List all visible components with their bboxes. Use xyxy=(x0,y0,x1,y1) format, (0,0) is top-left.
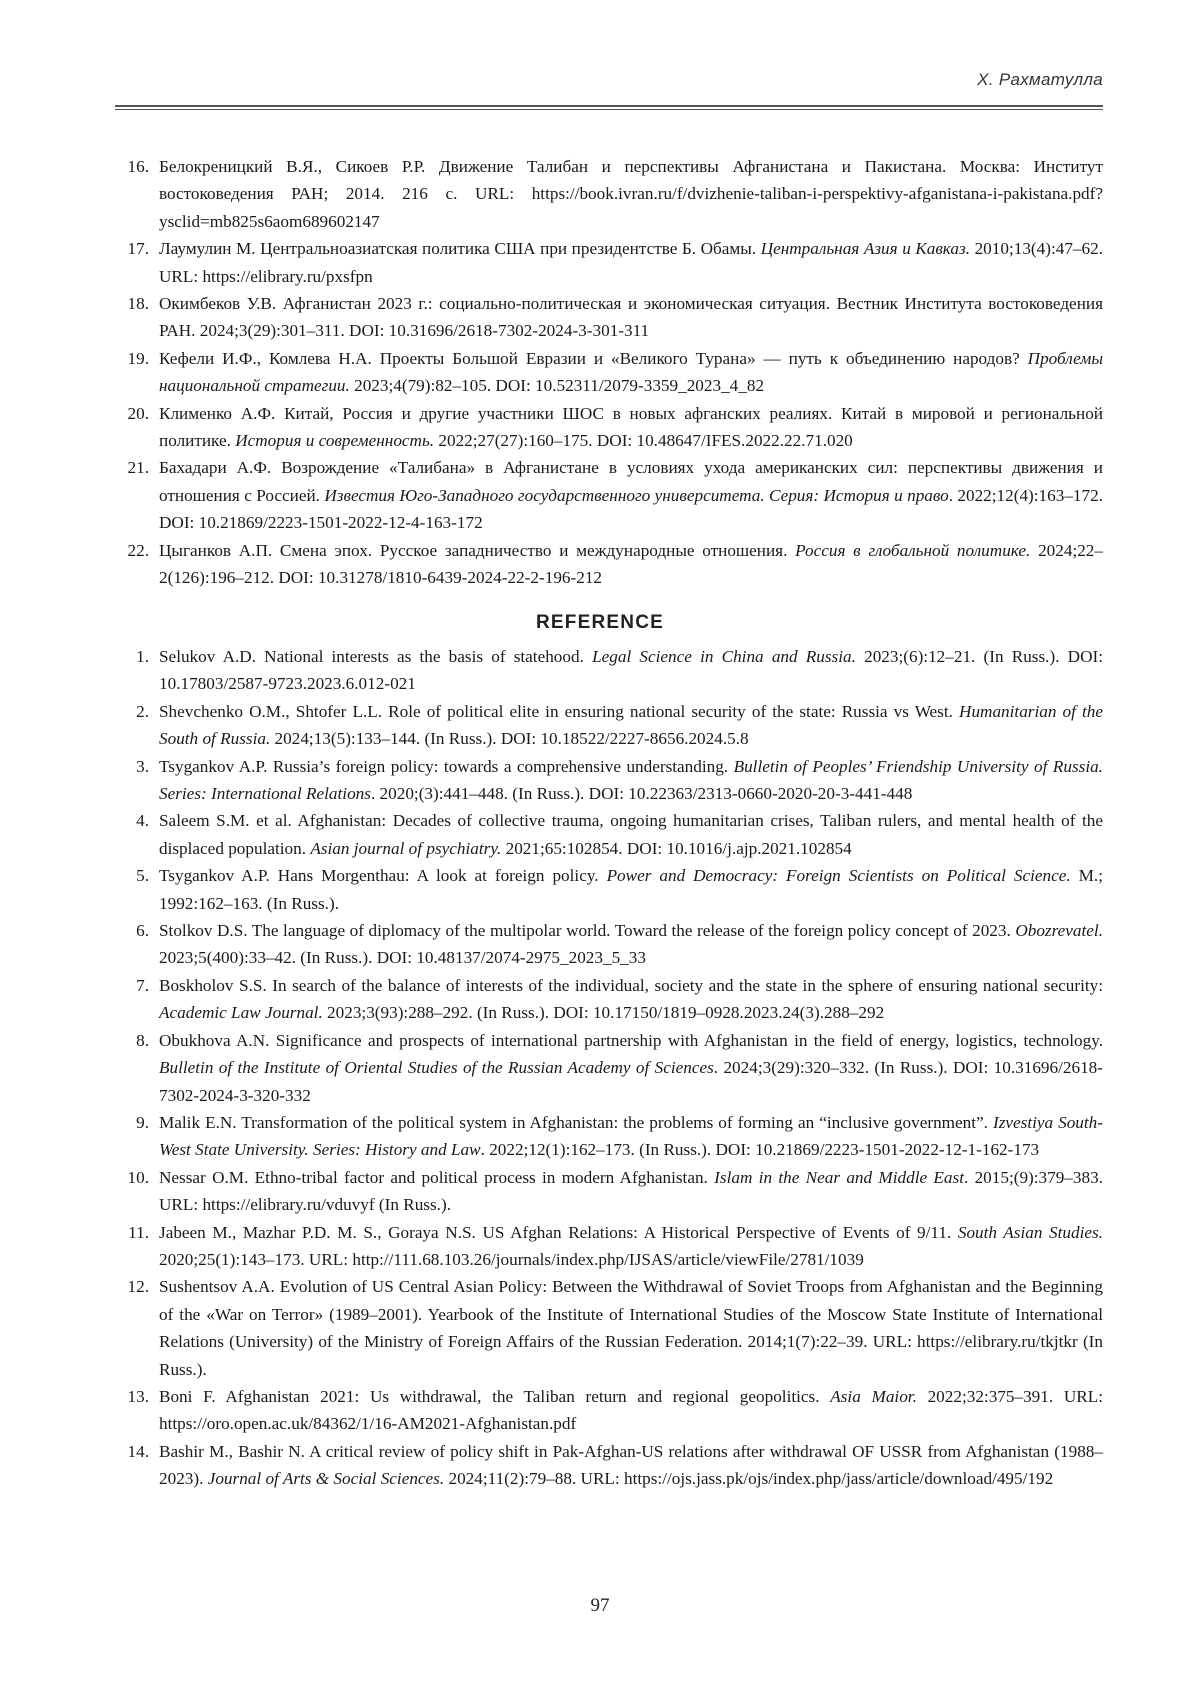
russian-reference-list xyxy=(115,153,1103,592)
ref-number: 20. xyxy=(115,400,149,427)
english-reference-list xyxy=(115,643,1103,1493)
ref-journal: Power and Democracy: Foreign Scientists on Political Science. xyxy=(607,866,1071,885)
ref-number: 22. xyxy=(115,537,149,564)
ref-text: Цыганков А.П. Смена эпох. Русское западничество и международные отношения. xyxy=(159,541,795,560)
ref-journal: Центральная Азия и Кавказ. xyxy=(761,239,970,258)
section-title-reference: REFERENCE xyxy=(0,612,1200,634)
ref-text: Saleem S.M. et al. Afghanistan: Decades of collective trauma, ongoing humanitarian crises, Taliban rulers, and mental health of the displaced population. xyxy=(159,811,1103,857)
ref-number: 21. xyxy=(115,454,149,481)
ref-number: 19. xyxy=(115,345,149,372)
ref-details: 2023;3(93):288–292. (In Russ.). DOI: 10.17150/1819–0928.2023.24(3).288–292 xyxy=(323,1003,884,1022)
ref-text: Boskholov S.S. In search of the balance of interests of the individual, society and the state in the sphere of ensuring national security: xyxy=(159,976,1103,995)
ref-details: 2023;(6):12–21. (In Russ.). DOI: 10.17803/2587-9723.2023.6.012-021 xyxy=(159,647,1103,693)
ref-details: . 2022;12(4):163–172. DOI: 10.21869/2223-1501-2022-12-4-163-172 xyxy=(159,486,1103,532)
list-item xyxy=(115,235,1103,290)
list-item xyxy=(115,1164,1103,1219)
list-item xyxy=(115,862,1103,917)
list-item xyxy=(115,698,1103,753)
ref-details: . 2024;3(29):320–332. (In Russ.). DOI: 10.31696/2618-7302-2024-3-320-332 xyxy=(159,1058,1103,1104)
header-rule-thin xyxy=(115,109,1103,110)
list-item xyxy=(115,972,1103,1027)
ref-details: 2024;11(2):79–88. URL: https://ojs.jass.pk/ojs/index.php/jass/article/download/495/192 xyxy=(444,1469,1053,1488)
ref-journal: Россия в глобальной политике. xyxy=(795,541,1030,560)
ref-text: Tsygankov A.P. Hans Morgenthau: A look at foreign policy. xyxy=(159,866,607,885)
ref-details: 2024;13(5):133–144. (In Russ.). DOI: 10.18522/2227-8656.2024.5.8 xyxy=(270,729,748,748)
page-number: 97 xyxy=(0,1595,1200,1617)
ref-journal: Journal of Arts & Social Sciences. xyxy=(208,1469,444,1488)
ref-details: 2023;5(400):33–42. (In Russ.). DOI: 10.48137/2074-2975_2023_5_33 xyxy=(159,948,646,967)
ref-number: 3. xyxy=(115,753,149,780)
ref-journal: Bulletin of Peoples’ Friendship University of Russia. Series: International Relations xyxy=(159,757,1103,803)
ref-text: Malik E.N. Transformation of the political system in Afghanistan: the problems of forming an “inclusive government”. xyxy=(159,1113,993,1132)
ref-number: 17. xyxy=(115,235,149,262)
ref-text: Shevchenko O.M., Shtofer L.L. Role of political elite in ensuring national security of the state: Russia vs West. xyxy=(159,702,959,721)
ref-details: 2023;4(79):82–105. DOI: 10.52311/2079-3359_2023_4_82 xyxy=(350,376,764,395)
ref-number: 13. xyxy=(115,1383,149,1410)
list-item xyxy=(115,807,1103,862)
ref-text: Кефели И.Ф., Комлева Н.А. Проекты Большой Евразии и «Великого Турана» — путь к объединению народов? xyxy=(159,349,1028,368)
ref-text: Nessar O.M. Ethno-tribal factor and political process in modern Afghanistan. xyxy=(159,1168,714,1187)
ref-journal: Bulletin of the Institute of Oriental Studies of the Russian Academy of Sciences xyxy=(159,1058,714,1077)
list-item xyxy=(115,917,1103,972)
ref-number: 5. xyxy=(115,862,149,889)
ref-details: 2024;22–2(126):196–212. DOI: 10.31278/1810-6439-2024-22-2-196-212 xyxy=(159,541,1103,587)
ref-number: 7. xyxy=(115,972,149,999)
ref-journal: South Asian Studies. xyxy=(958,1223,1103,1242)
list-item xyxy=(115,290,1103,345)
list-item xyxy=(115,643,1103,698)
ref-number: 11. xyxy=(115,1219,149,1246)
ref-journal: История и современность. xyxy=(235,431,434,450)
ref-number: 14. xyxy=(115,1438,149,1465)
ref-journal: Humanitarian of the South of Russia. xyxy=(159,702,1103,748)
ref-number: 4. xyxy=(115,807,149,834)
ref-journal: Izvestiya South-West State University. Series: History and Law xyxy=(159,1113,1103,1159)
ref-text: Окимбеков У.В. Афганистан 2023 г.: социально-политическая и экономическая ситуация. Вестник Института востоковедения РАН. 2024;3(29):301–311. DOI: 10.31696/2618-7302-2024-3-301-311 xyxy=(159,294,1103,340)
list-item xyxy=(115,1438,1103,1493)
ref-text: Бахадари А.Ф. Возрождение «Талибана» в Афганистане в условиях ухода американских сил: перспективы движения и отношения с Россией. xyxy=(159,458,1103,504)
ref-number: 6. xyxy=(115,917,149,944)
list-item xyxy=(115,153,1103,235)
ref-number: 18. xyxy=(115,290,149,317)
list-item xyxy=(115,1273,1103,1383)
ref-details: 2022;27(27):160–175. DOI: 10.48647/IFES.2022.22.71.020 xyxy=(434,431,853,450)
ref-number: 8. xyxy=(115,1027,149,1054)
ref-details: . 2020;(3):441–448. (In Russ.). DOI: 10.22363/2313-0660-2020-20-3-441-448 xyxy=(371,784,912,803)
ref-journal: Legal Science in China and Russia. xyxy=(592,647,856,666)
list-item xyxy=(115,345,1103,400)
ref-journal: Islam in the Near and Middle East xyxy=(714,1168,964,1187)
ref-text: Bashir M., Bashir N. A critical review of policy shift in Pak-Afghan-US relations after withdrawal OF USSR from Afghanistan (1988–2023). xyxy=(159,1442,1103,1488)
list-item xyxy=(115,1219,1103,1274)
header-rule-thick xyxy=(115,105,1103,107)
ref-text: Jabeen M., Mazhar P.D. M. S., Goraya N.S. US Afghan Relations: A Historical Perspective of Events of 9/11. xyxy=(159,1223,958,1242)
ref-text: Boni F. Afghanistan 2021: Us withdrawal, the Taliban return and regional geopolitics. xyxy=(159,1387,830,1406)
ref-details: 2022;32:375–391. URL: https://oro.open.ac.uk/84362/1/16-AM2021-Afghanistan.pdf xyxy=(159,1387,1103,1433)
ref-number: 16. xyxy=(115,153,149,180)
ref-number: 10. xyxy=(115,1164,149,1191)
ref-text: Tsygankov A.P. Russia’s foreign policy: towards a comprehensive understanding. xyxy=(159,757,734,776)
ref-text: Sushentsov A.A. Evolution of US Central Asian Policy: Between the Withdrawal of Soviet Troops from Afghanistan and the Beginning of the «War on Terror» (1989–2001). Yearbook of the Institute of International Studies of the Moscow State Institute of International Relations (University) of the Ministry of Foreign Affairs of the Russian Federation. 2014;1(7):22–39. URL: https://elibrary.ru/tkjtkr (In Russ.). xyxy=(159,1277,1103,1378)
list-item xyxy=(115,1027,1103,1109)
ref-text: Белокреницкий В.Я., Сикоев Р.Р. Движение Талибан и перспективы Афганистана и Пакистана. Москва: Институт востоковедения РАН; 2014. 216 с. URL: https://book.ivran.ru/f/dvizhenie-taliban-i-perspektivy-afganistana-i-pakistana.pdf?ysclid=mb825s6aom689602147 xyxy=(159,157,1103,231)
ref-details: 2021;65:102854. DOI: 10.1016/j.ajp.2021.102854 xyxy=(501,839,851,858)
ref-journal: Obozrevatel. xyxy=(1015,921,1103,940)
ref-journal: Проблемы национальной стратегии. xyxy=(159,349,1103,395)
ref-number: 1. xyxy=(115,643,149,670)
list-item xyxy=(115,400,1103,455)
ref-text: Stolkov D.S. The language of diplomacy of the multipolar world. Toward the release of the foreign policy concept of 2023. xyxy=(159,921,1015,940)
ref-details: . 2022;12(1):162–173. (In Russ.). DOI: 10.21869/2223-1501-2022-12-1-162-173 xyxy=(481,1140,1040,1159)
ref-text: Obukhova A.N. Significance and prospects of international partnership with Afghanistan in the field of energy, logistics, technology. xyxy=(159,1031,1103,1050)
ref-text: Selukov A.D. National interests as the basis of statehood. xyxy=(159,647,592,666)
ref-text: Клименко А.Ф. Китай, Россия и другие участники ШОС в новых афганских реалиях. Китай в мировой и региональной политике. xyxy=(159,404,1103,450)
ref-journal: Asia Maior. xyxy=(830,1387,917,1406)
document-page xyxy=(0,0,1200,1697)
ref-details: 2020;25(1):143–173. URL: http://111.68.103.26/journals/index.php/IJSAS/article/viewFile/2781/1039 xyxy=(159,1250,864,1269)
ref-journal: Academic Law Journal. xyxy=(159,1003,323,1022)
ref-journal: Известия Юго-Западного государственного университета. Серия: История и право xyxy=(324,486,948,505)
ref-text: Лаумулин М. Центральноазиатская политика США при президентстве Б. Обамы. xyxy=(159,239,761,258)
list-item xyxy=(115,454,1103,536)
list-item xyxy=(115,753,1103,808)
ref-journal: Asian journal of psychiatry. xyxy=(310,839,501,858)
ref-details: M.; 1992:162–163. (In Russ.). xyxy=(159,866,1103,912)
ref-number: 2. xyxy=(115,698,149,725)
running-header-author: Х. Рахматулла xyxy=(977,70,1103,90)
ref-details: 2010;13(4):47–62. URL: https://elibrary.ru/pxsfpn xyxy=(159,239,1103,285)
ref-details: . 2015;(9):379–383. URL: https://elibrary.ru/vduvyf (In Russ.). xyxy=(159,1168,1103,1214)
list-item xyxy=(115,1383,1103,1438)
list-item xyxy=(115,1109,1103,1164)
ref-number: 12. xyxy=(115,1273,149,1300)
list-item xyxy=(115,537,1103,592)
ref-number: 9. xyxy=(115,1109,149,1136)
